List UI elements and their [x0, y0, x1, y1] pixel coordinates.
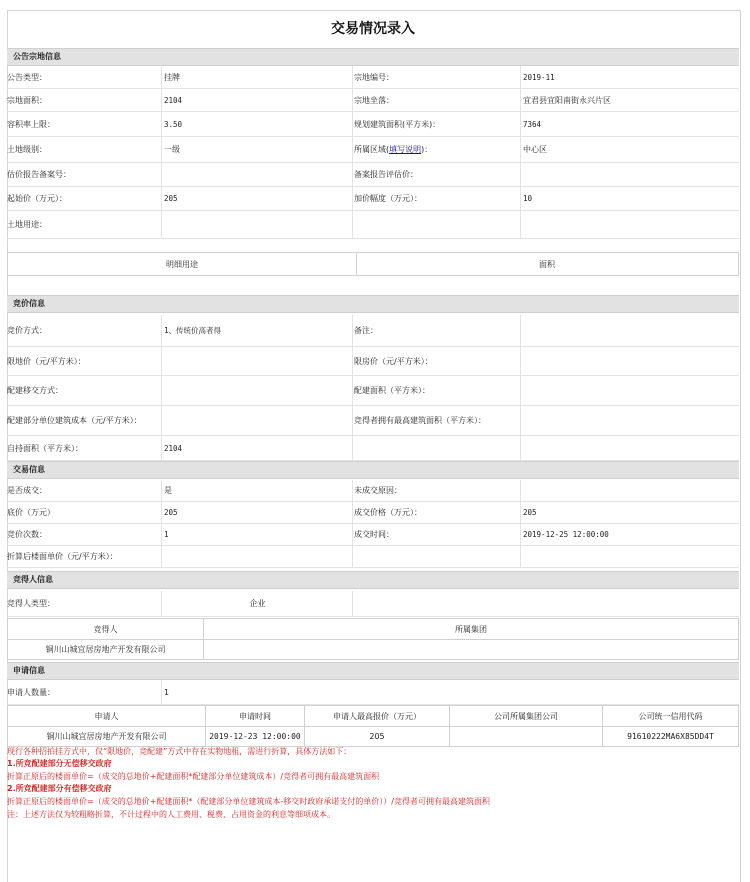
transaction-value: 是 — [161, 480, 352, 501]
announcement-label: 容积率上限： — [7, 119, 55, 129]
bidding-label: 竞价方式： — [7, 326, 47, 335]
applicant-time: 2019-12-23 12:00:00 — [209, 732, 301, 741]
applicant-name: 铜川山城宜居房地产开发有限公司 — [46, 732, 167, 741]
bidding-row — [7, 315, 739, 347]
bidding-value — [520, 436, 738, 460]
applicant-count-row — [7, 680, 739, 705]
section-header-transaction — [7, 461, 739, 479]
transaction-label — [352, 546, 519, 567]
transaction-value — [520, 480, 738, 501]
transaction-label: 竞价次数： — [7, 530, 47, 539]
bidding-value — [520, 347, 738, 375]
winner-type-value: 企业 — [161, 591, 353, 616]
announcement-label: 土地级别： — [7, 145, 47, 154]
applicants-header-group: 公司所属集团公司 — [494, 711, 558, 721]
announcement-row — [7, 187, 739, 211]
bidding-value — [161, 376, 352, 405]
applicant-count-value: 1 — [161, 680, 738, 704]
group-col-header: 所属集团 — [455, 624, 487, 634]
announcement-value — [161, 211, 352, 238]
bidding-value: 1、传统价高者得 — [161, 315, 352, 346]
transaction-value — [520, 546, 738, 567]
winner-table — [7, 618, 739, 660]
announcement-label: 宗地编号： — [352, 66, 519, 88]
applicants-header-time: 申请时间 — [239, 711, 271, 721]
conversion-note: 1.所竞配建部分无偿移交政府 — [7, 759, 112, 768]
announcement-value: 205 — [161, 187, 352, 210]
transaction-row — [7, 502, 739, 524]
transaction-value: 1 — [161, 524, 352, 545]
transaction-label: 成交时间： — [352, 524, 519, 545]
transaction-label: 未成交原因： — [352, 480, 519, 501]
transaction-value: 2019-12-25 12:00:00 — [520, 524, 738, 545]
fill-instructions-link[interactable]: 填写说明 — [389, 145, 422, 154]
bidding-value — [520, 406, 738, 435]
label-text: 所属区域( — [354, 145, 390, 154]
conversion-note: 注：上述方法仅为较粗略折算，不计过程中的人工费用、税费、占用资金的利息等细项成本。 — [7, 810, 335, 819]
winner-name: 铜川山城宜居房地产开发有限公司 — [45, 645, 166, 654]
winner-col-header: 竞得人 — [93, 624, 118, 634]
bidding-row — [7, 406, 739, 436]
section-header-announcement — [7, 48, 739, 66]
announcement-value — [520, 163, 738, 186]
land-use-col-usage: 明细用途 — [166, 259, 198, 269]
announcement-value — [161, 163, 352, 186]
announcement-value: 3.50 — [161, 112, 352, 136]
transaction-row — [7, 546, 739, 568]
bidding-value: 2104 — [161, 436, 352, 460]
announcement-row — [7, 112, 739, 137]
announcement-value: 2104 — [161, 89, 352, 111]
transaction-label: 成交价格（万元）： — [352, 502, 519, 523]
announcement-label: 起始价（万元）： — [7, 194, 67, 203]
bidding-value — [161, 406, 352, 435]
bidding-label: 备注： — [352, 315, 519, 346]
bidding-label: 配建部分单位建筑成本（元/平方米）： — [7, 416, 142, 425]
announcement-label: 宗地坐落： — [352, 89, 519, 111]
label-text: )： — [421, 145, 433, 154]
transaction-row — [7, 524, 739, 546]
announcement-value: 中心区 — [520, 137, 738, 162]
transaction-value: 205 — [520, 502, 738, 523]
section-title: 交易信息 — [13, 465, 45, 474]
bidding-row — [7, 376, 739, 406]
section-header-applicants — [7, 662, 739, 680]
announcement-value: 2019-11 — [520, 66, 738, 88]
transaction-value — [161, 546, 352, 567]
bidding-value — [520, 376, 738, 405]
announcement-row — [7, 211, 739, 239]
announcement-value: 挂牌 — [161, 66, 352, 88]
section-header-bidding — [7, 295, 739, 313]
applicants-header-credit-code: 公司统一信用代码 — [638, 711, 703, 721]
bidding-label: 限房价（元/平方米）： — [352, 347, 519, 375]
announcement-value: 宜君县宜阳南街永兴片区 — [520, 89, 738, 111]
land-use-table — [7, 252, 739, 276]
applicant-credit-code: 91610222MA6X85DD4T — [627, 732, 714, 741]
announcement-label — [352, 137, 519, 162]
transaction-label: 是否成交： — [7, 486, 47, 495]
winner-group — [204, 640, 738, 659]
transaction-label: 底价（万元） — [7, 508, 55, 517]
transaction-value: 205 — [161, 502, 352, 523]
conversion-note: 现行各种招拍挂方式中，仅“限地价，竞配建”方式中存在实物地租，需进行折算，具体方法如下： — [7, 747, 352, 756]
announcement-value: 一级 — [161, 137, 352, 162]
page-title: 交易情况录入 — [331, 21, 415, 37]
transaction-label: 折算后楼面单价（元/平方米）： — [7, 552, 118, 561]
announcement-row — [7, 66, 739, 89]
conversion-note: 折算正原后的楼面单价=（成交的总地价+配建面积*（配建部分单位建筑成本-移交时政府承诺支付的单价））/竞得者可拥有最高建筑面积 — [7, 797, 490, 806]
conversion-note: 折算正原后的楼面单价=（成交的总地价+配建面积*配建部分单位建筑成本）/竞得者可拥有最高建筑面积 — [7, 772, 380, 781]
bidding-label: 竞得者拥有最高建筑面积（平方米）： — [352, 406, 519, 435]
announcement-row — [7, 163, 739, 187]
winner-type-row — [7, 591, 739, 617]
conversion-note: 2.所竞配建部分有偿移交政府 — [7, 784, 112, 793]
announcement-label: 公告类型： — [7, 72, 47, 82]
section-header-winner — [7, 571, 739, 589]
announcement-label: 加价幅度（万元）： — [352, 187, 519, 210]
announcement-value: 7364 — [520, 112, 738, 136]
bidding-label: 配建移交方式： — [7, 386, 63, 395]
announcement-value — [520, 211, 738, 238]
bidding-label: 配建面积（平方米）： — [352, 376, 519, 405]
announcement-row — [7, 89, 739, 112]
applicant-group — [450, 727, 602, 746]
land-use-col-area: 面积 — [539, 259, 555, 269]
announcement-row — [7, 137, 739, 163]
section-title: 竞得人信息 — [13, 575, 53, 584]
bidding-value — [520, 315, 738, 346]
bidding-label: 限地价（元/平方米）： — [7, 356, 86, 366]
announcement-label: 估价报告备案号： — [7, 170, 71, 179]
transaction-row — [7, 480, 739, 502]
applicants-header-max-bid: 申请人最高报价（万元） — [333, 711, 421, 721]
section-title: 竞价信息 — [13, 299, 45, 308]
bidding-value — [161, 347, 352, 375]
announcement-label: 规划建筑面积(平方米)： — [352, 112, 519, 136]
section-title: 申请信息 — [13, 666, 45, 675]
applicant-count-label: 申请人数量： — [7, 687, 55, 697]
announcement-label: 土地用途： — [7, 220, 47, 229]
bidding-row — [7, 347, 739, 376]
section-title: 公告宗地信息 — [13, 52, 61, 61]
applicant-max-bid: 205 — [369, 732, 385, 741]
bidding-row — [7, 436, 739, 461]
empty-cell — [352, 591, 736, 616]
bidding-label: 自持面积（平方米）： — [7, 443, 83, 453]
announcement-value: 10 — [520, 187, 738, 210]
announcement-label: 备案报告评估价： — [352, 163, 519, 186]
applicants-table — [7, 705, 739, 747]
announcement-label — [352, 211, 519, 238]
applicants-header-applicant: 申请人 — [94, 711, 119, 721]
winner-type-label: 竞得人类型： — [7, 599, 55, 608]
announcement-label: 宗地面积： — [7, 95, 47, 105]
bidding-label — [352, 436, 519, 460]
